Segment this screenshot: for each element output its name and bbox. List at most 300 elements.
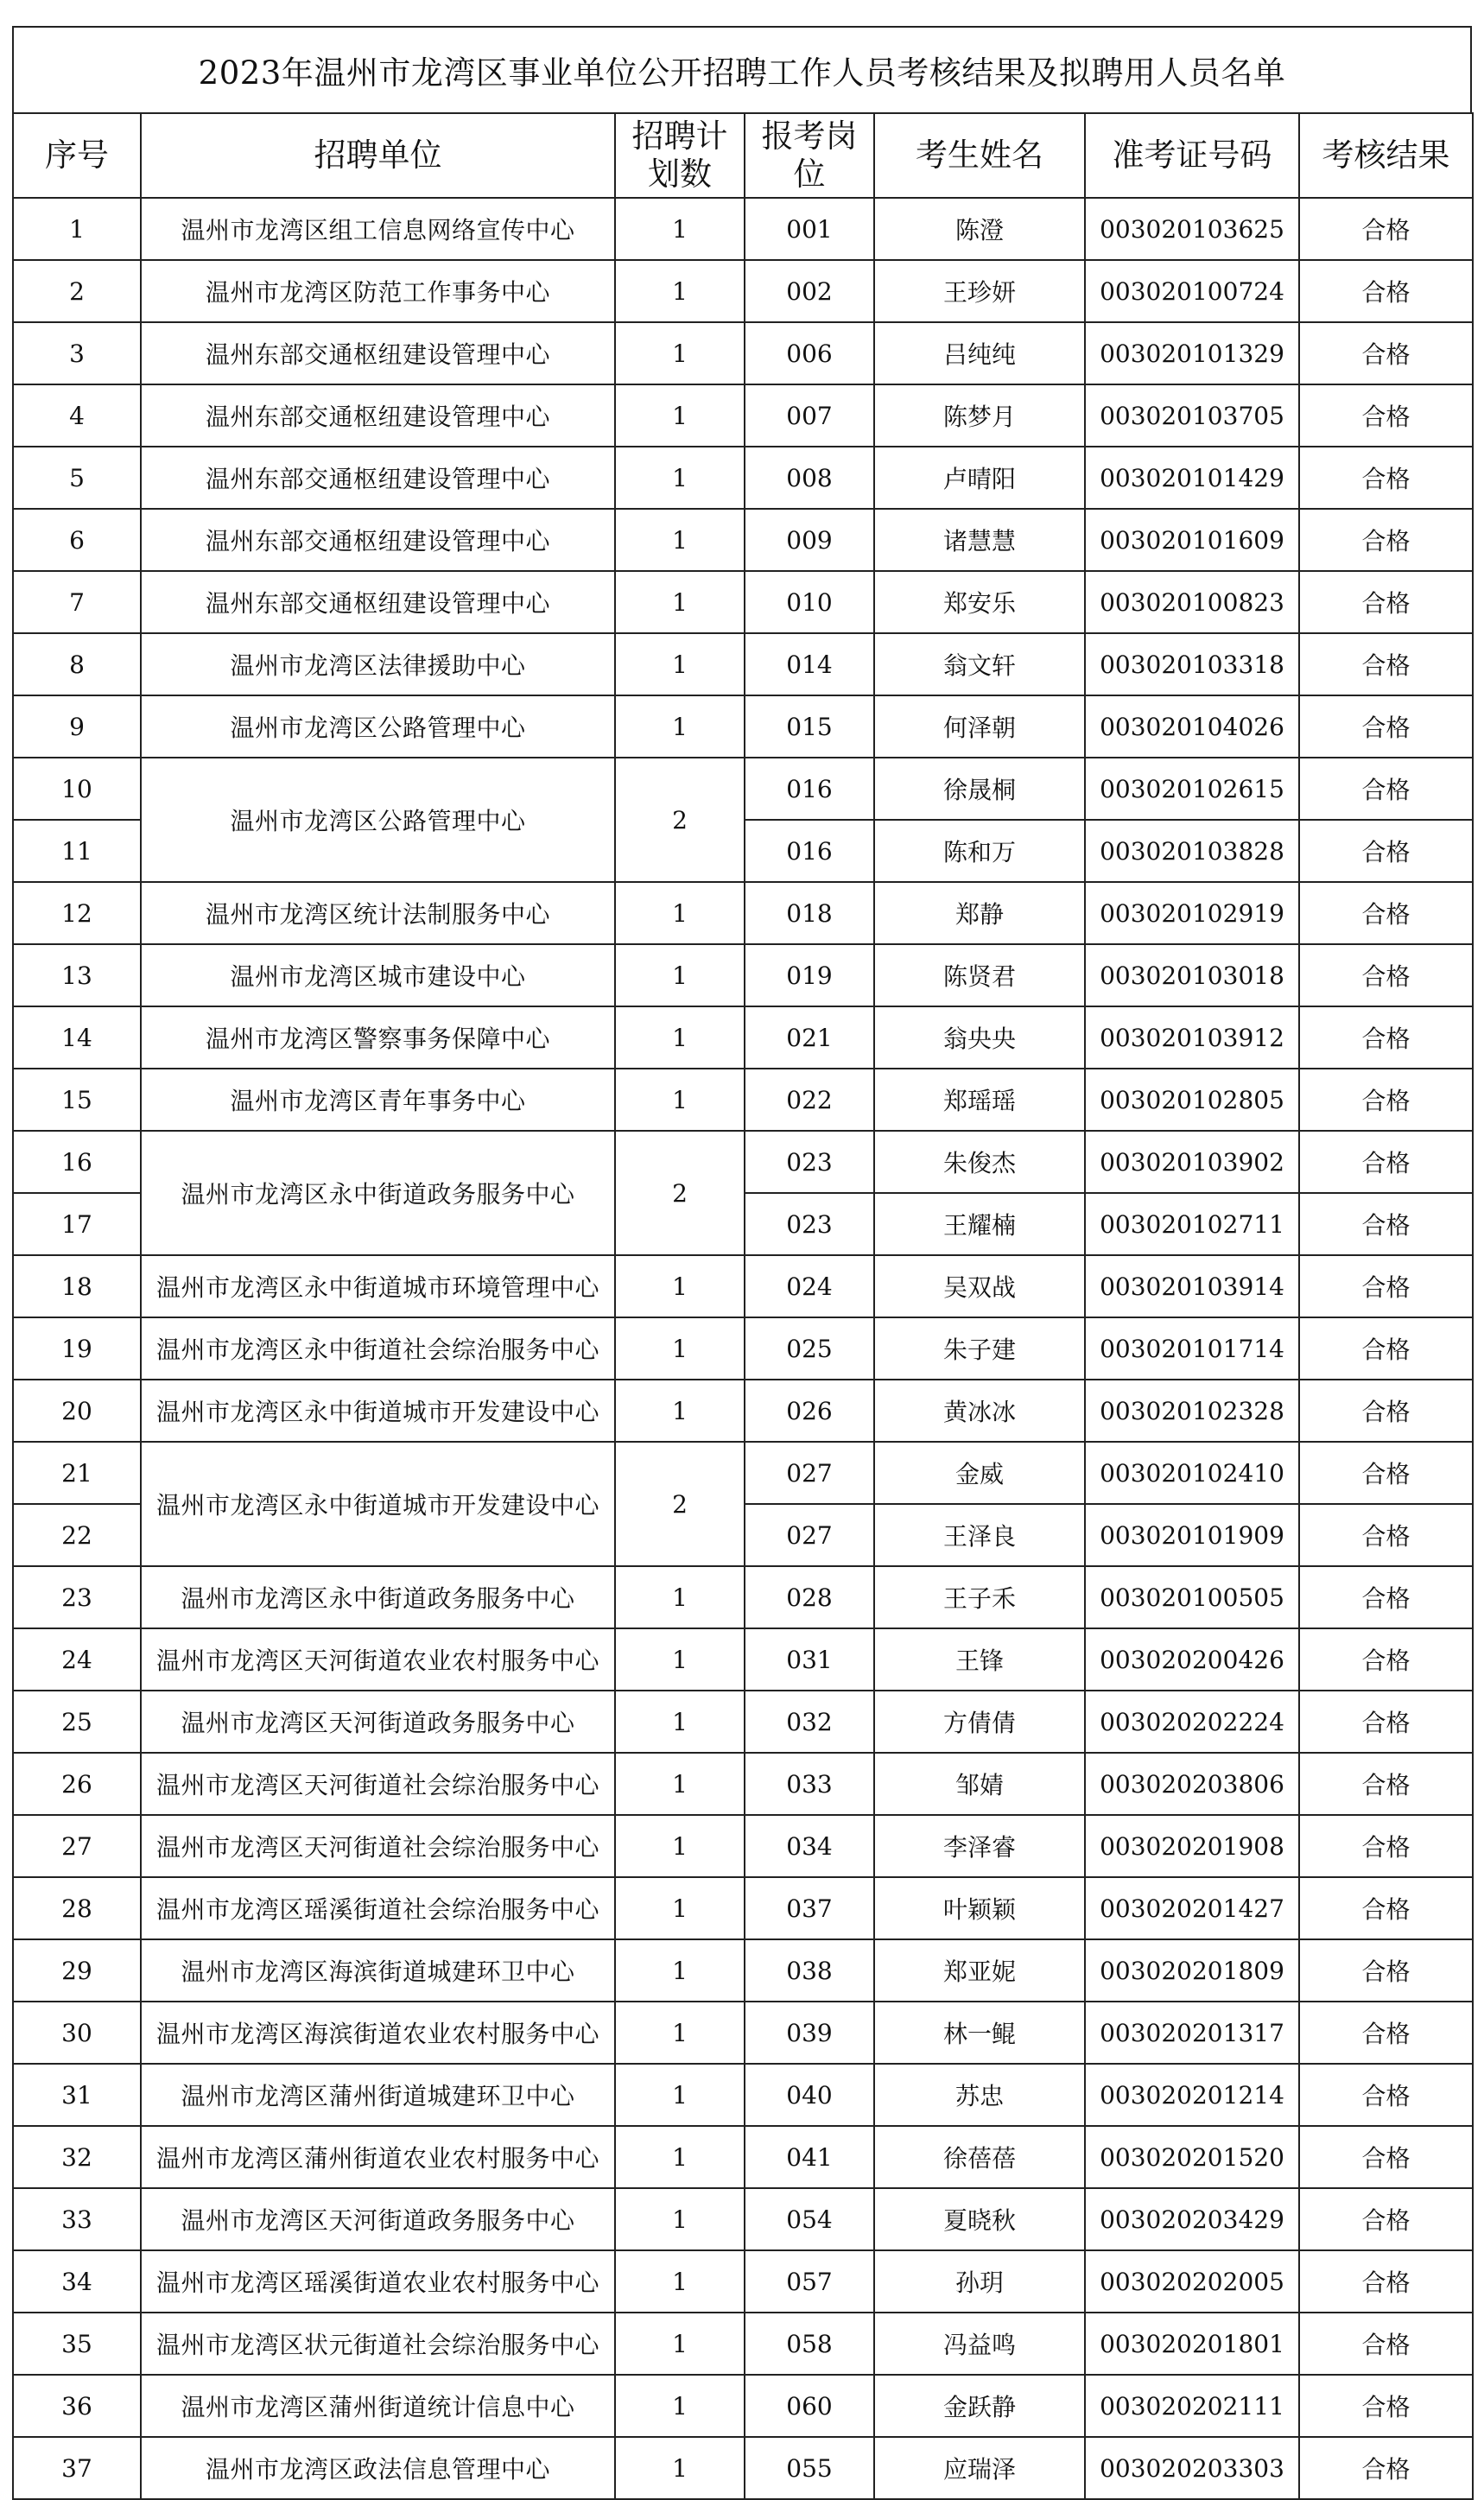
cell-name: 吕纯纯 <box>874 322 1085 384</box>
cell-name: 夏晓秋 <box>874 2188 1085 2250</box>
table-row <box>13 1069 1473 1131</box>
cell-unit: 温州市龙湾区公路管理中心 <box>141 695 615 758</box>
cell-name: 王珍妍 <box>874 260 1085 322</box>
cell-post: 034 <box>745 1815 874 1877</box>
cell-ticket: 003020201427 <box>1085 1877 1299 1939</box>
cell-post: 001 <box>745 198 874 260</box>
cell-unit: 温州市龙湾区永中街道政务服务中心 <box>141 1131 615 1255</box>
cell-post: 002 <box>745 260 874 322</box>
table-row <box>13 2002 1473 2064</box>
cell-plan: 1 <box>615 260 745 322</box>
cell-unit: 温州市龙湾区统计法制服务中心 <box>141 882 615 944</box>
cell-unit: 温州市龙湾区政法信息管理中心 <box>141 2437 615 2499</box>
table-row <box>13 2375 1473 2437</box>
cell-result: 合格 <box>1299 571 1473 633</box>
cell-ticket: 003020200426 <box>1085 1628 1299 1691</box>
cell-result: 合格 <box>1299 695 1473 758</box>
cell-post: 037 <box>745 1877 874 1939</box>
table-row <box>13 2188 1473 2250</box>
table-row <box>13 1442 1473 1504</box>
cell-plan: 1 <box>615 695 745 758</box>
table-row <box>13 633 1473 695</box>
cell-seq: 12 <box>13 882 141 944</box>
cell-plan: 1 <box>615 2250 745 2313</box>
cell-plan: 2 <box>615 758 745 882</box>
cell-ticket: 003020201520 <box>1085 2126 1299 2188</box>
cell-ticket: 003020201809 <box>1085 1939 1299 2002</box>
cell-ticket: 003020201214 <box>1085 2064 1299 2126</box>
cell-plan: 1 <box>615 633 745 695</box>
cell-post: 060 <box>745 2375 874 2437</box>
cell-ticket: 003020103912 <box>1085 1006 1299 1069</box>
cell-result: 合格 <box>1299 322 1473 384</box>
cell-seq: 24 <box>13 1628 141 1691</box>
cell-unit: 温州东部交通枢纽建设管理中心 <box>141 322 615 384</box>
cell-ticket: 003020202111 <box>1085 2375 1299 2437</box>
cell-seq: 2 <box>13 260 141 322</box>
cell-post: 032 <box>745 1691 874 1753</box>
cell-seq: 6 <box>13 509 141 571</box>
cell-post: 009 <box>745 509 874 571</box>
cell-name: 朱俊杰 <box>874 1131 1085 1193</box>
cell-result: 合格 <box>1299 2126 1473 2188</box>
cell-post: 018 <box>745 882 874 944</box>
cell-ticket: 003020201801 <box>1085 2313 1299 2375</box>
cell-result: 合格 <box>1299 1006 1473 1069</box>
header-post <box>745 113 874 198</box>
cell-unit: 温州市龙湾区蒲州街道城建环卫中心 <box>141 2064 615 2126</box>
cell-unit: 温州东部交通枢纽建设管理中心 <box>141 384 615 447</box>
table-row <box>13 260 1473 322</box>
table-row <box>13 1877 1473 1939</box>
cell-seq: 14 <box>13 1006 141 1069</box>
cell-name: 郑静 <box>874 882 1085 944</box>
header-seq: 序号 <box>13 113 141 198</box>
cell-name: 邹婧 <box>874 1753 1085 1815</box>
cell-result: 合格 <box>1299 1939 1473 2002</box>
cell-ticket: 003020202005 <box>1085 2250 1299 2313</box>
cell-name: 翁文轩 <box>874 633 1085 695</box>
cell-post: 031 <box>745 1628 874 1691</box>
cell-result: 合格 <box>1299 1131 1473 1193</box>
table-row <box>13 2313 1473 2375</box>
cell-name: 徐蓓蓓 <box>874 2126 1085 2188</box>
cell-seq: 5 <box>13 447 141 509</box>
cell-name: 翁央央 <box>874 1006 1085 1069</box>
cell-name: 何泽朝 <box>874 695 1085 758</box>
cell-name: 吴双战 <box>874 1255 1085 1317</box>
cell-plan: 1 <box>615 1317 745 1380</box>
cell-result: 合格 <box>1299 1504 1473 1566</box>
cell-seq: 19 <box>13 1317 141 1380</box>
cell-seq: 36 <box>13 2375 141 2437</box>
table-row <box>13 384 1473 447</box>
header-plan-line2: 划数 <box>648 155 712 193</box>
cell-post: 022 <box>745 1069 874 1131</box>
cell-plan: 1 <box>615 2313 745 2375</box>
cell-ticket: 003020102805 <box>1085 1069 1299 1131</box>
header-plan-line1: 招聘计 <box>631 117 728 155</box>
cell-unit: 温州东部交通枢纽建设管理中心 <box>141 447 615 509</box>
cell-plan: 1 <box>615 571 745 633</box>
cell-unit: 温州市龙湾区蒲州街道统计信息中心 <box>141 2375 615 2437</box>
cell-plan: 1 <box>615 1628 745 1691</box>
cell-result: 合格 <box>1299 633 1473 695</box>
cell-ticket: 003020102328 <box>1085 1380 1299 1442</box>
cell-post: 024 <box>745 1255 874 1317</box>
table-row <box>13 2437 1473 2499</box>
cell-seq: 1 <box>13 198 141 260</box>
cell-result: 合格 <box>1299 2064 1473 2126</box>
cell-ticket: 003020203429 <box>1085 2188 1299 2250</box>
cell-ticket: 003020103902 <box>1085 1131 1299 1193</box>
cell-ticket: 003020103828 <box>1085 820 1299 882</box>
cell-seq: 17 <box>13 1193 141 1255</box>
cell-post: 021 <box>745 1006 874 1069</box>
cell-result: 合格 <box>1299 1069 1473 1131</box>
cell-name: 郑安乐 <box>874 571 1085 633</box>
page-title: 2023年温州市龙湾区事业单位公开招聘工作人员考核结果及拟聘用人员名单 <box>12 26 1472 112</box>
cell-plan: 1 <box>615 447 745 509</box>
cell-plan: 1 <box>615 1691 745 1753</box>
cell-seq: 34 <box>13 2250 141 2313</box>
cell-post: 026 <box>745 1380 874 1442</box>
cell-post: 015 <box>745 695 874 758</box>
header-name: 考生姓名 <box>874 113 1085 198</box>
cell-ticket: 003020102919 <box>1085 882 1299 944</box>
cell-name: 应瑞泽 <box>874 2437 1085 2499</box>
cell-unit: 温州市龙湾区青年事务中心 <box>141 1069 615 1131</box>
cell-plan: 1 <box>615 1815 745 1877</box>
cell-unit: 温州市龙湾区永中街道城市开发建设中心 <box>141 1442 615 1566</box>
cell-name: 金威 <box>874 1442 1085 1504</box>
cell-plan: 1 <box>615 509 745 571</box>
cell-ticket: 003020100724 <box>1085 260 1299 322</box>
cell-unit: 温州市龙湾区永中街道社会综治服务中心 <box>141 1317 615 1380</box>
table-row <box>13 695 1473 758</box>
cell-ticket: 003020103625 <box>1085 198 1299 260</box>
cell-name: 王泽良 <box>874 1504 1085 1566</box>
cell-seq: 33 <box>13 2188 141 2250</box>
cell-seq: 4 <box>13 384 141 447</box>
cell-unit: 温州市龙湾区永中街道政务服务中心 <box>141 1566 615 1628</box>
cell-plan: 1 <box>615 1753 745 1815</box>
table-row <box>13 1815 1473 1877</box>
cell-result: 合格 <box>1299 1442 1473 1504</box>
cell-name: 黄冰冰 <box>874 1380 1085 1442</box>
table-row <box>13 944 1473 1006</box>
cell-plan: 1 <box>615 1939 745 2002</box>
cell-post: 023 <box>745 1131 874 1193</box>
cell-name: 林一鲲 <box>874 2002 1085 2064</box>
cell-unit: 温州市龙湾区天河街道社会综治服务中心 <box>141 1753 615 1815</box>
cell-post: 007 <box>745 384 874 447</box>
cell-seq: 22 <box>13 1504 141 1566</box>
cell-ticket: 003020100505 <box>1085 1566 1299 1628</box>
cell-ticket: 003020101329 <box>1085 322 1299 384</box>
cell-plan: 1 <box>615 2188 745 2250</box>
cell-plan: 1 <box>615 882 745 944</box>
cell-unit: 温州市龙湾区法律援助中心 <box>141 633 615 695</box>
cell-name: 李泽睿 <box>874 1815 1085 1877</box>
cell-unit: 温州市龙湾区状元街道社会综治服务中心 <box>141 2313 615 2375</box>
cell-seq: 7 <box>13 571 141 633</box>
cell-name: 陈澄 <box>874 198 1085 260</box>
cell-result: 合格 <box>1299 1255 1473 1317</box>
cell-plan: 1 <box>615 1566 745 1628</box>
cell-name: 王子禾 <box>874 1566 1085 1628</box>
cell-post: 016 <box>745 820 874 882</box>
cell-unit: 温州市龙湾区蒲州街道农业农村服务中心 <box>141 2126 615 2188</box>
table-row <box>13 571 1473 633</box>
cell-post: 027 <box>745 1442 874 1504</box>
table-row <box>13 2250 1473 2313</box>
cell-seq: 9 <box>13 695 141 758</box>
cell-seq: 21 <box>13 1442 141 1504</box>
cell-plan: 1 <box>615 2126 745 2188</box>
cell-result: 合格 <box>1299 1877 1473 1939</box>
header-plan <box>615 113 745 198</box>
cell-post: 038 <box>745 1939 874 2002</box>
cell-name: 徐晟桐 <box>874 758 1085 820</box>
cell-plan: 1 <box>615 944 745 1006</box>
cell-post: 008 <box>745 447 874 509</box>
cell-name: 叶颖颖 <box>874 1877 1085 1939</box>
header-unit: 招聘单位 <box>141 113 615 198</box>
cell-plan: 1 <box>615 1069 745 1131</box>
cell-name: 冯益鸣 <box>874 2313 1085 2375</box>
cell-seq: 25 <box>13 1691 141 1753</box>
cell-name: 苏忠 <box>874 2064 1085 2126</box>
table-row <box>13 1939 1473 2002</box>
cell-unit: 温州市龙湾区防范工作事务中心 <box>141 260 615 322</box>
cell-plan: 1 <box>615 2437 745 2499</box>
cell-name: 王锋 <box>874 1628 1085 1691</box>
cell-seq: 11 <box>13 820 141 882</box>
cell-plan: 1 <box>615 2375 745 2437</box>
cell-ticket: 003020103018 <box>1085 944 1299 1006</box>
cell-plan: 2 <box>615 1442 745 1566</box>
cell-plan: 1 <box>615 1380 745 1442</box>
cell-unit: 温州市龙湾区海滨街道城建环卫中心 <box>141 1939 615 2002</box>
cell-result: 合格 <box>1299 1566 1473 1628</box>
header-post-line1: 报考岗 <box>761 117 858 155</box>
cell-seq: 28 <box>13 1877 141 1939</box>
cell-ticket: 003020103705 <box>1085 384 1299 447</box>
cell-post: 058 <box>745 2313 874 2375</box>
results-table <box>12 112 1474 2500</box>
cell-ticket: 003020102711 <box>1085 1193 1299 1255</box>
cell-result: 合格 <box>1299 2375 1473 2437</box>
cell-name: 郑亚妮 <box>874 1939 1085 2002</box>
cell-result: 合格 <box>1299 944 1473 1006</box>
table-row <box>13 198 1473 260</box>
cell-ticket: 003020104026 <box>1085 695 1299 758</box>
cell-name: 孙玥 <box>874 2250 1085 2313</box>
header-result: 考核结果 <box>1299 113 1473 198</box>
cell-post: 025 <box>745 1317 874 1380</box>
cell-post: 040 <box>745 2064 874 2126</box>
cell-ticket: 003020202224 <box>1085 1691 1299 1753</box>
cell-result: 合格 <box>1299 260 1473 322</box>
cell-result: 合格 <box>1299 198 1473 260</box>
table-row <box>13 2064 1473 2126</box>
cell-unit: 温州市龙湾区永中街道城市环境管理中心 <box>141 1255 615 1317</box>
cell-plan: 1 <box>615 322 745 384</box>
cell-result: 合格 <box>1299 1753 1473 1815</box>
cell-plan: 1 <box>615 1877 745 1939</box>
cell-result: 合格 <box>1299 2188 1473 2250</box>
cell-post: 057 <box>745 2250 874 2313</box>
table-row <box>13 1566 1473 1628</box>
cell-result: 合格 <box>1299 1193 1473 1255</box>
cell-post: 039 <box>745 2002 874 2064</box>
cell-seq: 35 <box>13 2313 141 2375</box>
results-body <box>13 198 1473 2499</box>
cell-unit: 温州市龙湾区天河街道政务服务中心 <box>141 1691 615 1753</box>
table-row <box>13 1317 1473 1380</box>
cell-result: 合格 <box>1299 2002 1473 2064</box>
cell-ticket: 003020101714 <box>1085 1317 1299 1380</box>
cell-post: 027 <box>745 1504 874 1566</box>
cell-unit: 温州市龙湾区城市建设中心 <box>141 944 615 1006</box>
cell-post: 010 <box>745 571 874 633</box>
cell-seq: 31 <box>13 2064 141 2126</box>
cell-result: 合格 <box>1299 1628 1473 1691</box>
cell-result: 合格 <box>1299 1317 1473 1380</box>
cell-seq: 32 <box>13 2126 141 2188</box>
cell-ticket: 003020100823 <box>1085 571 1299 633</box>
cell-seq: 3 <box>13 322 141 384</box>
cell-unit: 温州市龙湾区天河街道政务服务中心 <box>141 2188 615 2250</box>
cell-ticket: 003020101909 <box>1085 1504 1299 1566</box>
cell-name: 金跃静 <box>874 2375 1085 2437</box>
table-row <box>13 1255 1473 1317</box>
cell-post: 014 <box>745 633 874 695</box>
header-row <box>13 113 1473 198</box>
cell-ticket: 003020203303 <box>1085 2437 1299 2499</box>
cell-unit: 温州市龙湾区瑶溪街道社会综治服务中心 <box>141 1877 615 1939</box>
cell-seq: 8 <box>13 633 141 695</box>
cell-unit: 温州市龙湾区天河街道社会综治服务中心 <box>141 1815 615 1877</box>
table-row <box>13 509 1473 571</box>
cell-name: 王耀楠 <box>874 1193 1085 1255</box>
cell-unit: 温州市龙湾区永中街道城市开发建设中心 <box>141 1380 615 1442</box>
cell-ticket: 003020203806 <box>1085 1753 1299 1815</box>
cell-name: 郑瑶瑶 <box>874 1069 1085 1131</box>
cell-seq: 13 <box>13 944 141 1006</box>
table-row <box>13 1691 1473 1753</box>
cell-ticket: 003020201908 <box>1085 1815 1299 1877</box>
cell-plan: 1 <box>615 1006 745 1069</box>
cell-ticket: 003020101609 <box>1085 509 1299 571</box>
cell-seq: 37 <box>13 2437 141 2499</box>
cell-result: 合格 <box>1299 447 1473 509</box>
cell-post: 006 <box>745 322 874 384</box>
cell-name: 朱子建 <box>874 1317 1085 1380</box>
header-ticket: 准考证号码 <box>1085 113 1299 198</box>
cell-unit: 温州市龙湾区公路管理中心 <box>141 758 615 882</box>
cell-result: 合格 <box>1299 2250 1473 2313</box>
table-row <box>13 322 1473 384</box>
cell-seq: 16 <box>13 1131 141 1193</box>
cell-ticket: 003020102410 <box>1085 1442 1299 1504</box>
cell-result: 合格 <box>1299 1380 1473 1442</box>
cell-unit: 温州东部交通枢纽建设管理中心 <box>141 571 615 633</box>
cell-unit: 温州市龙湾区海滨街道农业农村服务中心 <box>141 2002 615 2064</box>
cell-result: 合格 <box>1299 509 1473 571</box>
cell-result: 合格 <box>1299 2313 1473 2375</box>
cell-plan: 1 <box>615 384 745 447</box>
cell-name: 方倩倩 <box>874 1691 1085 1753</box>
cell-post: 019 <box>745 944 874 1006</box>
cell-post: 054 <box>745 2188 874 2250</box>
cell-unit: 温州东部交通枢纽建设管理中心 <box>141 509 615 571</box>
cell-result: 合格 <box>1299 1815 1473 1877</box>
cell-seq: 26 <box>13 1753 141 1815</box>
cell-seq: 30 <box>13 2002 141 2064</box>
header-post-line2: 位 <box>793 155 826 193</box>
results-sheet <box>12 26 1472 2500</box>
table-row <box>13 758 1473 820</box>
cell-name: 陈贤君 <box>874 944 1085 1006</box>
cell-result: 合格 <box>1299 384 1473 447</box>
cell-post: 028 <box>745 1566 874 1628</box>
table-row <box>13 1628 1473 1691</box>
cell-name: 诸慧慧 <box>874 509 1085 571</box>
cell-result: 合格 <box>1299 758 1473 820</box>
cell-post: 055 <box>745 2437 874 2499</box>
cell-name: 卢晴阳 <box>874 447 1085 509</box>
cell-ticket: 003020103914 <box>1085 1255 1299 1317</box>
cell-ticket: 003020101429 <box>1085 447 1299 509</box>
cell-ticket: 003020103318 <box>1085 633 1299 695</box>
cell-ticket: 003020201317 <box>1085 2002 1299 2064</box>
cell-post: 041 <box>745 2126 874 2188</box>
cell-post: 016 <box>745 758 874 820</box>
cell-plan: 1 <box>615 2002 745 2064</box>
cell-result: 合格 <box>1299 1691 1473 1753</box>
cell-plan: 1 <box>615 2064 745 2126</box>
table-row <box>13 1131 1473 1193</box>
cell-name: 陈和万 <box>874 820 1085 882</box>
table-row <box>13 447 1473 509</box>
table-row <box>13 1753 1473 1815</box>
cell-unit: 温州市龙湾区瑶溪街道农业农村服务中心 <box>141 2250 615 2313</box>
cell-post: 033 <box>745 1753 874 1815</box>
cell-unit: 温州市龙湾区组工信息网络宣传中心 <box>141 198 615 260</box>
table-row <box>13 1380 1473 1442</box>
cell-result: 合格 <box>1299 2437 1473 2499</box>
cell-plan: 1 <box>615 198 745 260</box>
cell-plan: 2 <box>615 1131 745 1255</box>
cell-plan: 1 <box>615 1255 745 1317</box>
table-row <box>13 1006 1473 1069</box>
table-row <box>13 882 1473 944</box>
table-row <box>13 2126 1473 2188</box>
cell-seq: 15 <box>13 1069 141 1131</box>
cell-ticket: 003020102615 <box>1085 758 1299 820</box>
cell-post: 023 <box>745 1193 874 1255</box>
cell-result: 合格 <box>1299 820 1473 882</box>
cell-seq: 20 <box>13 1380 141 1442</box>
cell-unit: 温州市龙湾区天河街道农业农村服务中心 <box>141 1628 615 1691</box>
cell-name: 陈梦月 <box>874 384 1085 447</box>
cell-result: 合格 <box>1299 882 1473 944</box>
cell-unit: 温州市龙湾区警察事务保障中心 <box>141 1006 615 1069</box>
cell-seq: 29 <box>13 1939 141 2002</box>
cell-seq: 27 <box>13 1815 141 1877</box>
